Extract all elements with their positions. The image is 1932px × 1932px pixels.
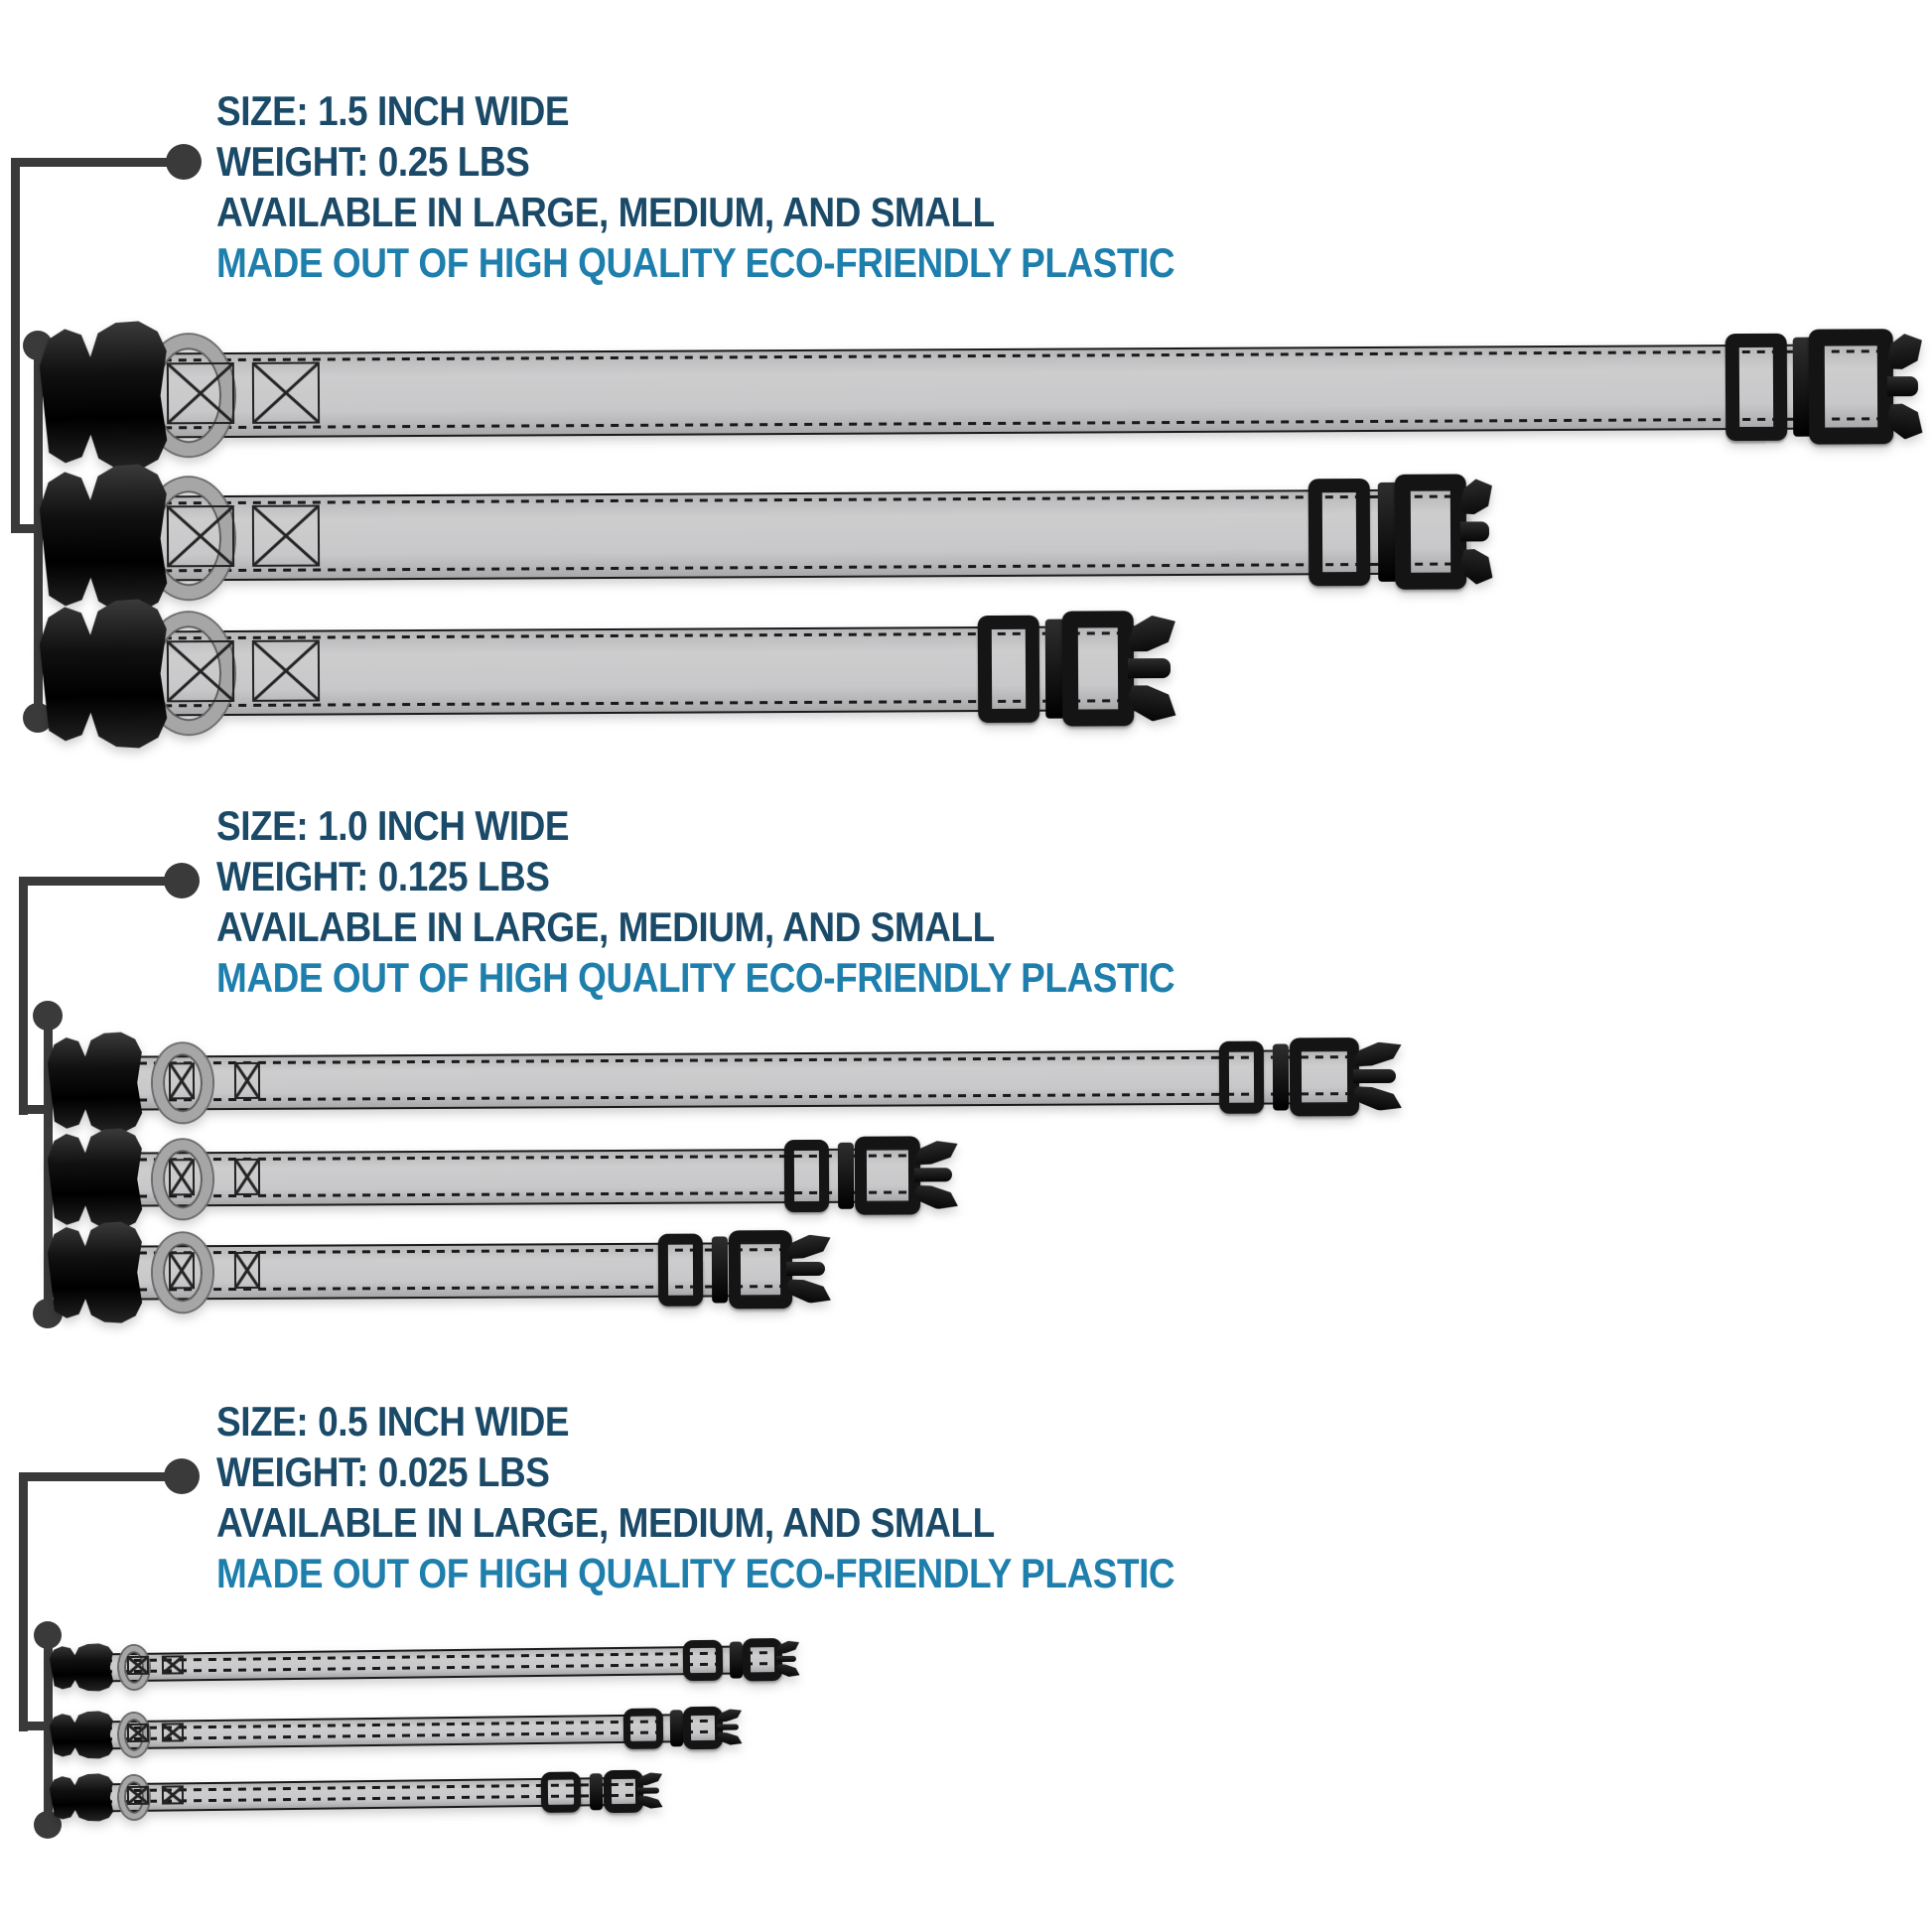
webbing-strap xyxy=(149,344,1884,438)
weight-label: WEIGHT: 0.25 LBS xyxy=(216,138,530,185)
callout-line xyxy=(23,1472,182,1481)
buckle-prong-center xyxy=(637,1787,659,1794)
callout-line xyxy=(11,158,20,529)
box-stitch-2 xyxy=(252,505,320,567)
spec-block-1-5-inch xyxy=(216,85,1306,288)
weight-label: WEIGHT: 0.025 LBS xyxy=(216,1449,550,1495)
webbing-strap xyxy=(104,1644,782,1681)
box-stitch-2 xyxy=(234,1251,260,1288)
side-release-buckle-female xyxy=(40,321,168,471)
side-release-buckle-male xyxy=(729,1229,792,1308)
material-label: MADE OUT OF HIGH QUALITY ECO-FRIENDLY PLASTIC xyxy=(216,954,1175,1001)
box-stitch-1 xyxy=(127,1785,149,1804)
tri-glide-slider xyxy=(658,1233,703,1306)
tri-glide-slider xyxy=(683,1639,723,1680)
box-stitch-2 xyxy=(162,1722,184,1740)
collar-1-5in-large xyxy=(40,312,1932,471)
callout-line xyxy=(19,877,28,1115)
keeper-loop xyxy=(730,1640,743,1677)
availability-label: AVAILABLE IN LARGE, MEDIUM, AND SMALL xyxy=(216,1499,995,1546)
availability-label: AVAILABLE IN LARGE, MEDIUM, AND SMALL xyxy=(216,189,995,235)
tri-glide-slider xyxy=(1309,479,1371,586)
tri-glide-slider xyxy=(541,1770,581,1811)
side-release-buckle-male xyxy=(1395,474,1467,589)
tri-glide-slider xyxy=(978,616,1040,723)
spec-block-0-5-inch xyxy=(216,1396,1306,1598)
collar-1-0in-small xyxy=(48,1217,845,1322)
spec-block-1-0-inch xyxy=(216,800,1306,1003)
webbing-strap xyxy=(139,1048,1357,1109)
buckle-prong-center xyxy=(1460,521,1489,542)
callout-line xyxy=(23,877,182,886)
side-release-buckle-male xyxy=(1290,1036,1359,1115)
size-label: SIZE: 0.5 INCH WIDE xyxy=(216,1398,570,1445)
box-stitch-2 xyxy=(252,362,320,424)
side-release-buckle-female xyxy=(48,1032,143,1133)
box-stitch-2 xyxy=(234,1061,260,1098)
buckle-prong-center xyxy=(717,1724,739,1730)
keeper-loop xyxy=(1273,1042,1289,1109)
tri-glide-slider xyxy=(1219,1040,1264,1113)
side-release-buckle-female xyxy=(48,1221,143,1322)
box-stitch-1 xyxy=(169,1158,195,1194)
side-release-buckle-female xyxy=(40,464,168,614)
collar-0-5in-medium xyxy=(50,1703,756,1759)
box-stitch-2 xyxy=(162,1654,184,1673)
side-release-buckle-male xyxy=(1809,329,1894,444)
keeper-loop xyxy=(670,1709,683,1745)
side-release-buckle-male xyxy=(855,1135,920,1213)
side-release-buckle-male xyxy=(1062,611,1135,726)
tri-glide-slider xyxy=(623,1707,663,1747)
size-label: SIZE: 1.5 INCH WIDE xyxy=(216,87,570,134)
availability-label: AVAILABLE IN LARGE, MEDIUM, AND SMALL xyxy=(216,903,995,950)
box-stitch-1 xyxy=(167,505,234,567)
buckle-prong-top xyxy=(1351,1038,1404,1071)
collar-1-0in-large xyxy=(48,1025,1416,1133)
box-stitch-1 xyxy=(167,640,234,702)
buckle-prong-center xyxy=(914,1168,952,1180)
callout-line xyxy=(15,158,184,167)
box-stitch-1 xyxy=(169,1251,195,1288)
tri-glide-slider xyxy=(1725,334,1788,441)
side-release-buckle-female xyxy=(50,1773,114,1822)
collar-1-0in-medium xyxy=(48,1124,972,1230)
webbing-strap xyxy=(149,488,1471,581)
side-release-buckle-female xyxy=(50,1711,114,1759)
weight-label: WEIGHT: 0.125 LBS xyxy=(216,853,550,899)
callout-line xyxy=(19,1472,28,1731)
box-stitch-1 xyxy=(127,1723,149,1741)
collar-0-5in-small xyxy=(50,1766,676,1822)
buckle-prong-center xyxy=(1353,1069,1396,1082)
side-release-buckle-female xyxy=(40,599,168,749)
keeper-loop xyxy=(712,1235,728,1302)
box-stitch-1 xyxy=(167,362,234,424)
keeper-loop xyxy=(838,1142,854,1208)
tri-glide-slider xyxy=(784,1139,829,1211)
side-release-buckle-female xyxy=(48,1128,143,1229)
buckle-prong-center xyxy=(1128,658,1171,679)
box-stitch-2 xyxy=(252,640,320,702)
collar-0-5in-large xyxy=(50,1634,813,1691)
keeper-loop xyxy=(590,1772,603,1809)
buckle-prong-center xyxy=(786,1262,825,1275)
callout-end-dot xyxy=(33,1001,63,1031)
size-label: SIZE: 1.0 INCH WIDE xyxy=(216,802,570,849)
box-stitch-2 xyxy=(234,1158,260,1194)
box-stitch-1 xyxy=(127,1655,149,1674)
buckle-prong-center xyxy=(776,1655,796,1662)
material-label: MADE OUT OF HIGH QUALITY ECO-FRIENDLY PLASTIC xyxy=(216,1550,1175,1596)
side-release-buckle-female xyxy=(50,1643,114,1692)
collar-1-5in-medium xyxy=(40,457,1507,614)
collar-1-5in-small xyxy=(40,594,1190,749)
material-label: MADE OUT OF HIGH QUALITY ECO-FRIENDLY PLASTIC xyxy=(216,239,1175,286)
box-stitch-2 xyxy=(162,1784,184,1803)
buckle-prong-center xyxy=(1887,376,1919,397)
box-stitch-1 xyxy=(169,1061,195,1098)
buckle-prong-bottom xyxy=(1352,1080,1405,1113)
